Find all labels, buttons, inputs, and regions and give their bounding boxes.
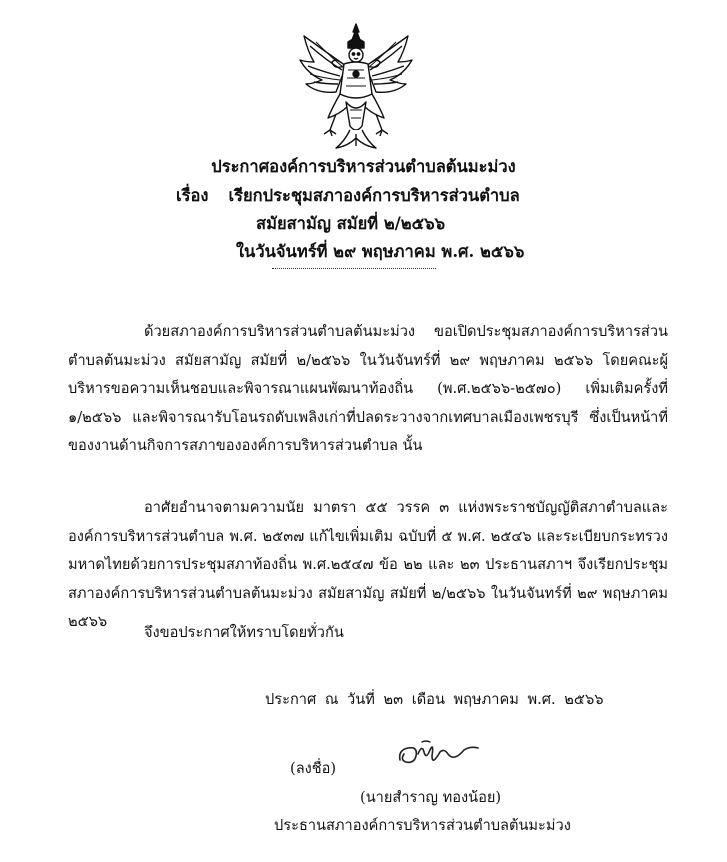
handwritten-signature — [388, 738, 484, 774]
subject-line — [176, 183, 520, 209]
body-paragraph-1 — [68, 318, 668, 461]
signature-label: (ลงชื่อ) — [290, 760, 337, 777]
signer-position: ประธานสภาองค์การบริหารส่วนตำบลต้นมะม่วง — [274, 817, 571, 834]
signer-name: (นายสำราญ ทองน้อย) — [360, 789, 502, 806]
paragraph-1-text: ด้วยสภาองค์การบริหารส่วนตำบลต้นมะม่วง ขอเปิดประชุมสภาองค์การบริหารส่วนตำบลต้นมะม่วง สมัยสามัญ สมัยที่ ๒/๒๕๖๖ ในวันจันทร์ที่ ๒๙ พฤษภาคม ๒๕๖๖ โดยคณะผู้บริหารขอความเห็นชอบและพิจารณาแผนพัฒนาท้องถิ่น (พ.ศ.๒๕๖๖-๒๕๗๐) เพิ่มเติมครั้งที่ ๑/๒๕๖๖ และพิจารณารับโอนรถดับเพลิงเก่าที่ปลดระวางจากเทศบาลเมืองเพชรบุรี ซึ่งเป็นหน้าที่ของงานด้านกิจการสภาขององค์การบริหารส่วนตำบล นั้น — [68, 323, 668, 454]
body-paragraph-3: จึงขอประกาศให้ทราบโดยทั่วกัน — [144, 624, 344, 641]
announcement-title: ประกาศองค์การบริหารส่วนตำบลต้นมะม่วง — [211, 157, 516, 176]
subject-label: เรื่อง — [176, 186, 209, 205]
subject-text: เรียกประชุมสภาองค์การบริหารส่วนตำบล — [228, 186, 520, 205]
session-line: สมัยสามัญ สมัยที่ ๒/๒๕๖๖ — [256, 214, 446, 233]
dotted-separator — [272, 268, 436, 269]
body-paragraph-2 — [68, 494, 668, 637]
garuda-emblem-icon — [296, 22, 416, 150]
announcement-date: ประกาศ ณ วันที่ ๒๓ เดือน พฤษภาคม พ.ศ. ๒๕๖๖ — [265, 691, 604, 708]
paragraph-2-text: อาศัยอำนาจตามความนัย มาตรา ๕๕ วรรค ๓ แห่งพระราชบัญญัติสภาตำบลและองค์การบริหารส่วนตำบล พ.ศ. ๒๕๓๗ แก้ไขเพิ่มเติม ฉบับที่ ๕ พ.ศ. ๒๕๔๖ และระเบียบกระทรวงมหาดไทยด้วยการประชุมสภาท้องถิ่น พ.ศ.๒๕๔๗ ข้อ ๒๒ และ ๒๓ ประธานสภาฯ จึงเรียกประชุมสภาองค์การบริหารส่วนตำบลต้นมะม่วง สมัยสามัญ สมัยที่ ๒/๒๕๖๖ ในวันจันทร์ที่ ๒๙ พฤษภาคม ๒๕๖๖ — [68, 499, 668, 630]
meeting-date: ในวันจันทร์ที่ ๒๙ พฤษภาคม พ.ศ. ๒๕๖๖ — [236, 242, 525, 261]
